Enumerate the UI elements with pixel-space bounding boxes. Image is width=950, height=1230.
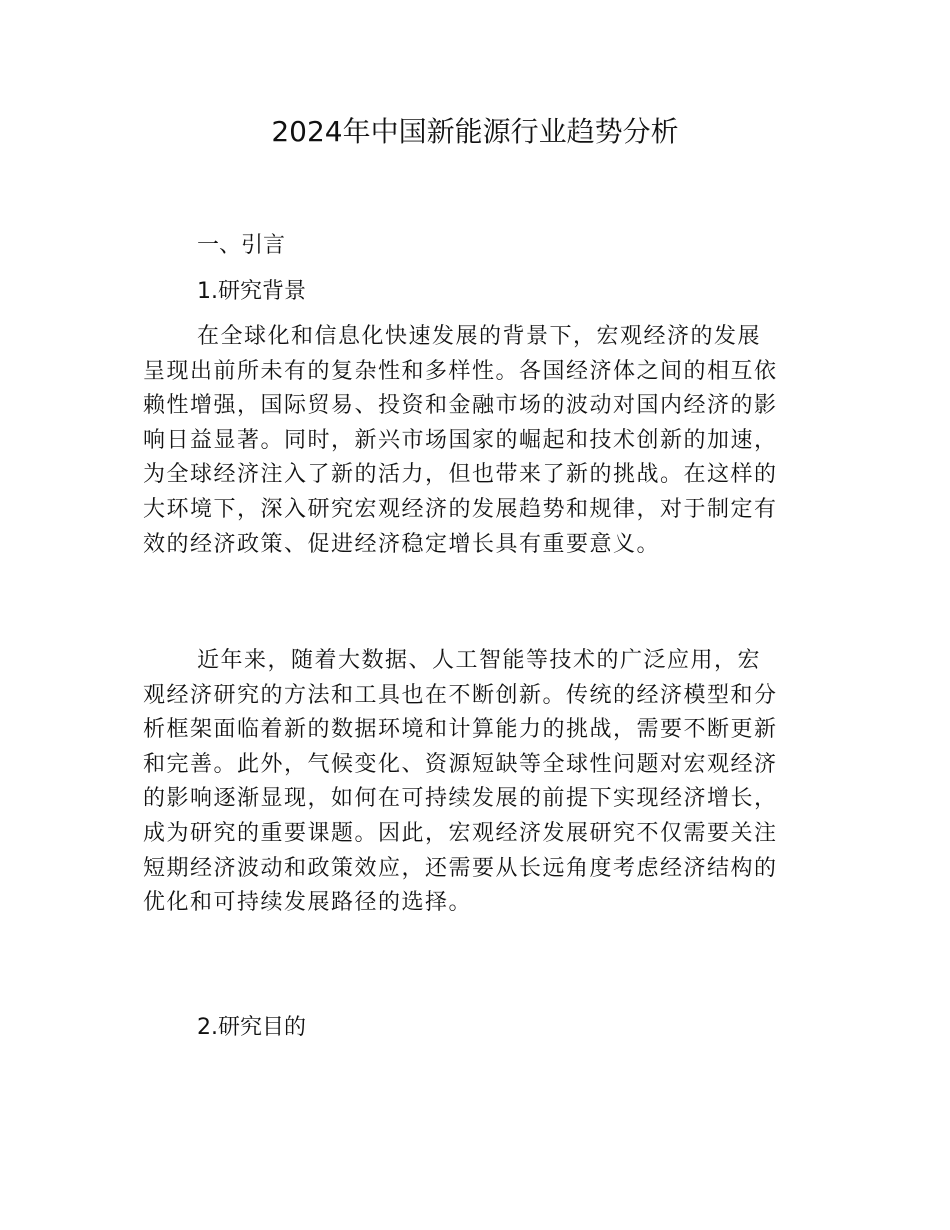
subsection-heading-goal: 2.研究目的 — [197, 1015, 306, 1040]
subsection-heading-background: 1.研究背景 — [197, 279, 306, 304]
paragraph-line: 效的经济政策、促进经济稳定增长具有重要意义。 — [143, 531, 661, 557]
paragraph-line: 响日益显著。同时，新兴市场国家的崛起和技术创新的加速， — [143, 427, 778, 453]
paragraph-line: 在全球化和信息化快速发展的背景下，宏观经济的发展 — [197, 324, 762, 349]
paragraph-line: 为全球经济注入了新的活力，但也带来了新的挑战。在这样的 — [143, 462, 778, 488]
paragraph-line: 大环境下，深入研究宏观经济的发展趋势和规律，对于制定有 — [143, 496, 778, 522]
paragraph-line: 赖性增强，国际贸易、投资和金融市场的波动对国内经济的影 — [143, 393, 778, 419]
section-heading-intro: 一、引言 — [197, 233, 286, 258]
paragraph-line: 观经济研究的方法和工具也在不断创新。传统的经济模型和分 — [143, 682, 778, 708]
document-title: 2024年中国新能源行业趋势分析 — [271, 115, 679, 148]
paragraph-background-2 — [143, 644, 823, 921]
paragraph-line: 短期经济波动和政策效应，还需要从长远角度考虑经济结构的 — [143, 855, 778, 881]
paragraph-line: 和完善。此外，气候变化、资源短缺等全球性问题对宏观经济 — [143, 751, 778, 777]
paragraph-line: 呈现出前所未有的复杂性和多样性。各国经济体之间的相互依 — [143, 358, 778, 384]
paragraph-line: 优化和可持续发展路径的选择。 — [143, 890, 473, 916]
paragraph-line: 成为研究的重要课题。因此，宏观经济发展研究不仅需要关注 — [143, 820, 778, 846]
paragraph-line: 近年来，随着大数据、人工智能等技术的广泛应用，宏 — [197, 648, 762, 673]
paragraph-line: 的影响逐渐显现，如何在可持续发展的前提下实现经济增长， — [143, 786, 778, 812]
paragraph-line: 析框架面临着新的数据环境和计算能力的挑战，需要不断更新 — [143, 717, 778, 743]
paragraph-background-1 — [143, 320, 823, 562]
